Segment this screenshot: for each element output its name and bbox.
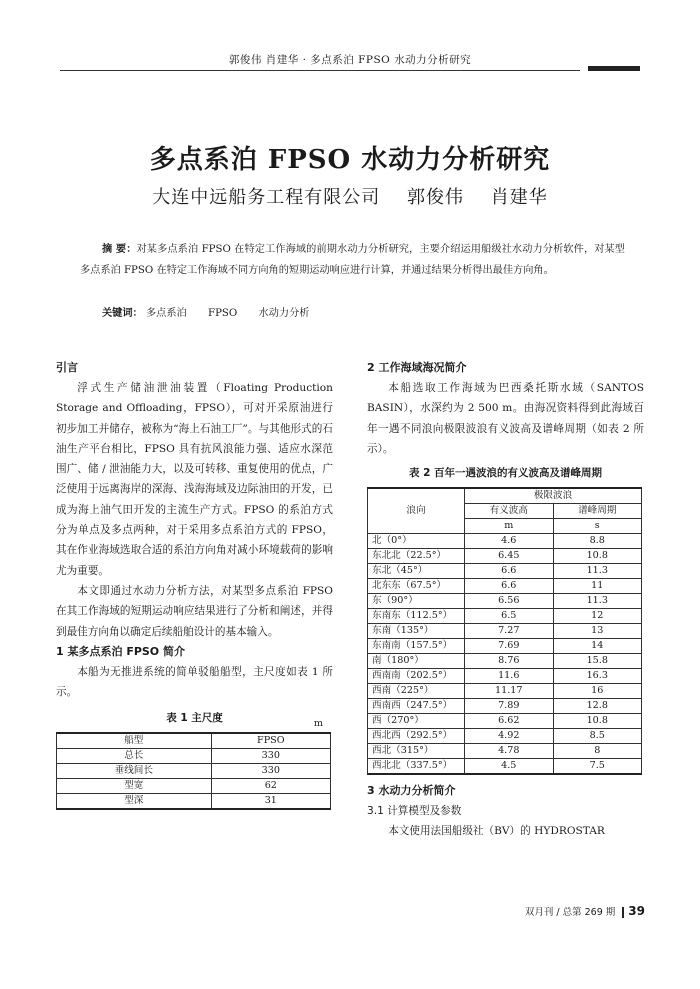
table-2 [367,487,642,775]
table-cell: 东南东（112.5°） [368,609,465,624]
keyword: 水动力分析 [258,308,310,319]
table-cell: 6.6 [465,579,554,594]
table-cell: 8.8 [553,534,642,549]
table-cell: 11.3 [553,564,642,579]
table-cell: 12 [553,609,642,624]
table-cell: 东（90°） [368,594,465,609]
table-cell: 西北（315°） [368,744,465,759]
table-cell: 西北北（337.5°） [368,759,465,775]
table-cell: 型深 [57,794,212,810]
table-cell: 6.5 [465,609,554,624]
table-header-row [368,488,642,504]
table-cell: 6.62 [465,714,554,729]
table-caption: 表 1 主尺度 [166,712,223,725]
affiliation: 大连中远船务工程有限公司 [152,187,381,208]
paragraph: 本船为无推进系统的简单驳船船型，主尺度如表 1 所示。 [56,665,333,699]
table-cell: 15.8 [553,654,642,669]
abstract-label: 摘 要： [102,244,137,255]
table-unit: m [313,718,323,730]
table-caption: 表 2 百年一遇波浪的有义波高及谱峰周期 [408,467,603,480]
table-header-cell: 浪向 [368,488,465,534]
table-row [57,779,331,794]
table-body [368,534,642,775]
table-row [368,759,642,775]
table-cell: 西北西（292.5°） [368,729,465,744]
page-number: 39 [628,904,645,918]
table-row [368,639,642,654]
abstract-text: 对某多点系泊 FPSO 在特定工作海域的前期水动力分析研究，主要介绍运用船级社水动力分析软件，对某型多点系泊 FPSO 在特定工作海域不同方向角的短期运动响应进行计算，并通过结果分析得出最佳方向角。 [80,244,625,276]
keyword: FPSO [208,308,238,319]
table-row [368,684,642,699]
table-row [368,729,642,744]
table-cell: 6.45 [465,549,554,564]
table-cell: 东南南（157.5°） [368,639,465,654]
table-cell: 16 [553,684,642,699]
table-cell: 6.56 [465,594,554,609]
table-row [368,654,642,669]
section-heading: 引言 [56,361,78,374]
table-cell: 西（270°） [368,714,465,729]
table-row [57,764,331,779]
table-cell: 北东东（67.5°） [368,579,465,594]
table-header-cell: 极限波浪 [465,488,642,504]
author-name: 肖建华 [490,187,548,208]
table-cell: 10.8 [553,549,642,564]
table-cell: 东北（45°） [368,564,465,579]
table-row [368,669,642,684]
page-number-wrap [622,904,645,918]
table-cell: 8.76 [465,654,554,669]
table-row [368,624,642,639]
running-head: 郭俊伟 肖建华 · 多点系泊 FPSO 水动力分析研究 [228,54,472,66]
table-cell: 4.78 [465,744,554,759]
table-row [368,744,642,759]
table-cell: 62 [211,779,330,794]
table-cell: 4.92 [465,729,554,744]
table-cell: 8.5 [553,729,642,744]
table-cell: 11.3 [553,594,642,609]
table-header-cell: 有义波高 [465,504,554,519]
page-footer [520,904,645,918]
table-row [368,594,642,609]
table-cell: 7.89 [465,699,554,714]
table-row [57,794,331,810]
table-cell: 南（180°） [368,654,465,669]
table-cell: 8 [553,744,642,759]
table-cell: 13 [553,624,642,639]
table-cell: 7.5 [553,759,642,775]
table-row [368,534,642,549]
table-cell: 31 [211,794,330,810]
keyword: 多点系泊 [146,308,187,319]
table-header-row [57,733,331,749]
table-row [368,699,642,714]
paragraph: 本船选取工作海域为巴西桑托斯水域（SANTOS BASIN），水深约为 2 500 m。由海况资料得到此海域百年一遇不同浪向极限波浪有义波高及谱峰周期（如表 2 所示）。 [367,382,644,455]
table-cell: 7.69 [465,639,554,654]
table-cell: 垂线间长 [57,764,212,779]
author-line [0,183,700,209]
table-cell: 11.17 [465,684,554,699]
header-rule [60,70,580,71]
table-cell: FPSO [211,733,330,749]
table-cell: 型宽 [57,779,212,794]
table-cell: 11 [553,579,642,594]
left-column [56,358,333,810]
paragraph: 浮式生产储油泄油装置（Floating Production Storage and Offloading，FPSO），可对开采原油进行初步加工并储存，被称为“海上石油工厂”。与其他形式的石油生产平台相比，FPSO 具有抗风浪能力强、适应水深范围广、储 / 泄油能力大，以及可转移、重复使用的优点，广泛使用于远离海岸的深海、浅海海域及边际油田的开发，已成为海上油气田开发的主流生产方式。FPSO 的系泊方式分为单点及多点两种，对于采用多点系泊方式的 FPSO，其在作业海域选取合适的系泊方向角对减小环境载荷的影响尤为重要。 [56,382,333,577]
table-cell: 西南（225°） [368,684,465,699]
table-header-cell: m [465,519,554,534]
table-cell: 16.3 [553,669,642,684]
section-heading: 2 工作海域海况简介 [367,361,467,374]
table-cell: 西南南（202.5°） [368,669,465,684]
paragraph: 本文即通过水动力分析方法，对某型多点系泊 FPSO 在其工作海域的短期运动响应结果进行了分析和阐述，并得到最佳方向角以确定后续船舶设计的基本输入。 [56,584,333,638]
table-cell: 14 [553,639,642,654]
table-cell: 东北北（22.5°） [368,549,465,564]
table-cell: 总长 [57,749,212,764]
section-heading: 3 水动力分析简介 [367,784,456,798]
author-name: 郭俊伟 [407,187,464,208]
right-column [367,358,644,842]
table-header-cell: s [553,519,642,534]
table-row [368,714,642,729]
paper-title: 多点系泊 FPSO 水动力分析研究 [149,145,551,175]
table-row [368,564,642,579]
table-cell: 4.6 [465,534,554,549]
keywords-label: 关键词： [102,308,143,319]
table-row [368,549,642,564]
paragraph: 本文使用法国船级社（BV）的 HYDROSTAR [388,825,605,838]
table-cell: 4.5 [465,759,554,775]
table-cell: 西南西（247.5°） [368,699,465,714]
table-cell: 330 [211,764,330,779]
abstract [80,239,625,281]
journal-issue: 双月刊 / 总第 269 期 [524,907,616,918]
table-caption-row [56,708,333,730]
subsection-heading: 3.1 计算模型及参数 [367,805,462,818]
table-cell: 船型 [57,733,212,749]
table-row [368,609,642,624]
table-cell: 12.8 [553,699,642,714]
header-rule-bar [588,66,640,71]
table-header-cell: 谱峰周期 [553,504,642,519]
table-cell: 10.8 [553,714,642,729]
table-cell: 11.6 [465,669,554,684]
table-cell: 6.6 [465,564,554,579]
table-1 [56,732,331,810]
table-cell: 7.27 [465,624,554,639]
table-cell: 330 [211,749,330,764]
table-cell: 北（0°） [368,534,465,549]
section-heading: 1 某多点系泊 FPSO 简介 [56,644,185,658]
table-row [57,749,331,764]
keywords [102,305,622,323]
table-row [368,579,642,594]
table-cell: 东南（135°） [368,624,465,639]
